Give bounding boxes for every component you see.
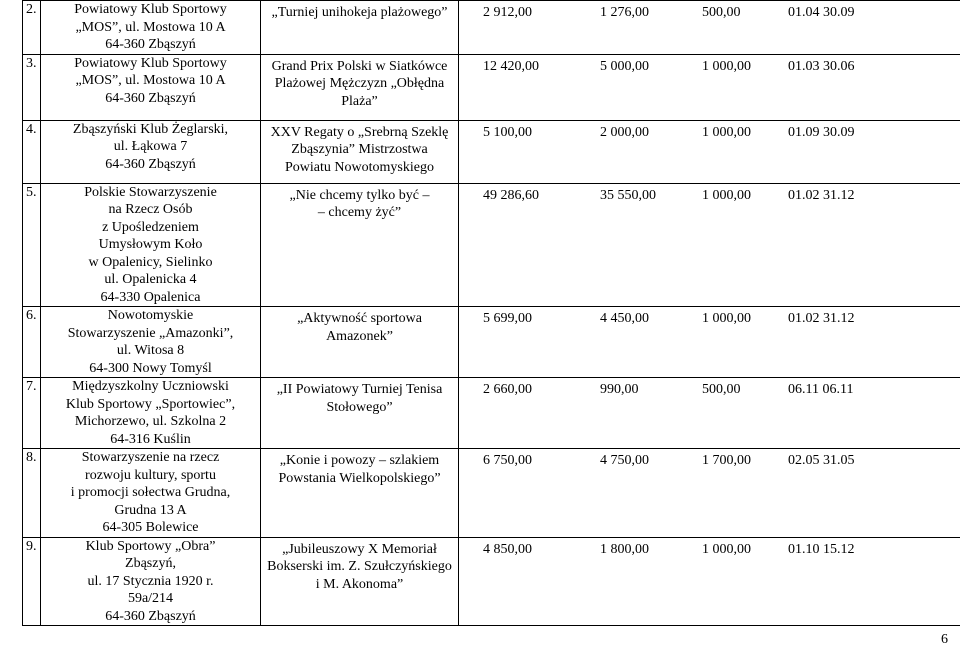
organization-line: rozwoju kultury, sportu [85, 467, 216, 483]
table-row [23, 1, 960, 55]
task-line: „Jubileuszowy X Memoriał [282, 541, 437, 557]
task-line: Powstania Wielkopolskiego” [278, 470, 441, 486]
task-cell [261, 537, 459, 626]
row-number: 8. [23, 449, 41, 538]
requested-amount: 1 800,00 [600, 541, 649, 557]
requested-amount: 4 750,00 [600, 453, 649, 468]
granted-amount: 1 000,00 [702, 541, 751, 557]
row-number: 7. [23, 378, 41, 449]
row-number: 4. [23, 120, 41, 183]
organization-line: Międzyszkolny Uczniowski [72, 379, 229, 394]
page-number: 6 [941, 632, 948, 647]
organization-cell [41, 54, 261, 120]
organization-line: „MOS”, ul. Mostowa 10 A [75, 73, 226, 88]
requested-amount: 2 000,00 [600, 124, 649, 140]
task-line: Bokserski im. Z. Szułczyńskiego [267, 559, 452, 574]
task-line: Stołowego” [326, 399, 393, 415]
amounts-cell [459, 378, 960, 449]
task-line: XXV Regaty o „Srebrną Szeklę [270, 124, 449, 140]
total-cost: 6 750,00 [483, 453, 532, 468]
task-cell [261, 183, 459, 307]
row-number: 6. [23, 307, 41, 378]
organization-line: Klub Sportowy „Obra” [85, 538, 216, 554]
requested-amount: 4 450,00 [600, 311, 649, 326]
task-cell [261, 120, 459, 183]
organization-line: Klub Sportowy „Sportowiec”, [65, 396, 236, 412]
requested-amount: 5 000,00 [600, 58, 649, 74]
row-number: 9. [23, 537, 41, 626]
organization-line: Powiatowy Klub Sportowy [74, 55, 227, 71]
organization-line: 64-305 Bolewice [102, 520, 199, 535]
organization-cell [41, 449, 261, 538]
task-line: „Aktywność sportowa [297, 311, 422, 326]
period: 01.02 31.12 [788, 187, 855, 203]
amounts-cell [459, 1, 960, 55]
organization-line: 64-360 Zbąszyń [105, 90, 196, 106]
table-row [23, 378, 960, 449]
amounts-cell [459, 537, 960, 626]
total-cost: 2 912,00 [483, 5, 532, 20]
amounts-cell [459, 54, 960, 120]
organization-line: 64-360 Zbąszyń [105, 608, 196, 624]
granted-amount: 1 000,00 [702, 124, 751, 140]
amounts-cell [459, 307, 960, 378]
table-row [23, 307, 960, 378]
organization-cell [41, 1, 261, 55]
period: 02.05 31.05 [788, 453, 855, 468]
task-cell [261, 378, 459, 449]
organization-line: Zbąszyń, [125, 556, 176, 571]
organization-line: ul. Opalenicka 4 [104, 272, 197, 287]
period: 01.10 15.12 [788, 541, 855, 557]
granted-amount: 1 000,00 [702, 187, 751, 203]
row-number: 3. [23, 54, 41, 120]
table-row [23, 54, 960, 120]
organization-line: z Upośledzeniem [102, 219, 199, 235]
organization-line: Powiatowy Klub Sportowy [74, 2, 227, 17]
organization-line: na Rzecz Osób [108, 202, 193, 217]
period: 01.03 30.06 [788, 58, 855, 74]
period: 06.11 06.11 [788, 382, 854, 397]
task-line: Powiatu Nowotomyskiego [285, 159, 434, 175]
table-row [23, 183, 960, 307]
task-line: Plażowej Mężczyzn „Obłędna [274, 76, 445, 91]
organization-line: „MOS”, ul. Mostowa 10 A [75, 19, 226, 35]
organization-line: Stowarzyszenie „Amazonki”, [67, 325, 234, 341]
total-cost: 2 660,00 [483, 382, 532, 397]
granted-amount: 500,00 [702, 5, 741, 20]
task-line: Amazonek” [326, 328, 393, 344]
grants-table-body [23, 1, 960, 626]
organization-cell [41, 307, 261, 378]
task-line: i M. Akonoma” [315, 576, 404, 592]
task-line: Grand Prix Polski w Siatkówce [271, 58, 448, 74]
total-cost: 49 286,60 [483, 187, 539, 203]
task-line: „Nie chcemy tylko być – [289, 187, 430, 203]
organization-line: ul. 17 Stycznia 1920 r. [87, 573, 214, 589]
granted-amount: 1 000,00 [702, 311, 751, 326]
table-row [23, 120, 960, 183]
total-cost: 12 420,00 [483, 58, 539, 74]
organization-line: Grudna 13 A [114, 502, 187, 518]
organization-cell [41, 183, 261, 307]
table-row [23, 537, 960, 626]
task-cell [261, 54, 459, 120]
requested-amount: 1 276,00 [600, 5, 649, 20]
table-row [23, 449, 960, 538]
organization-line: Umysłowym Koło [98, 237, 203, 252]
organization-line: 64-316 Kuślin [110, 431, 191, 447]
amounts-cell [459, 449, 960, 538]
task-cell [261, 307, 459, 378]
organization-line: Stowarzyszenie na rzecz [81, 450, 220, 465]
organization-line: 59a/214 [127, 591, 174, 606]
organization-line: Michorzewo, ul. Szkolna 2 [74, 414, 227, 429]
task-line: „II Powiatowy Turniej Tenisa [276, 382, 443, 397]
requested-amount: 35 550,00 [600, 187, 656, 203]
amounts-cell [459, 120, 960, 183]
grants-table [22, 0, 960, 626]
task-line: Plaża” [341, 93, 378, 109]
amounts-cell [459, 183, 960, 307]
organization-line: 64-300 Nowy Tomyśl [89, 360, 212, 376]
row-number: 2. [23, 1, 41, 55]
organization-line: ul. Łąkowa 7 [113, 139, 188, 154]
organization-line: Nowotomyskie [107, 308, 194, 323]
period: 01.04 30.09 [788, 5, 855, 20]
organization-line: 64-330 Opalenica [100, 289, 201, 305]
task-cell [261, 1, 459, 55]
row-number: 5. [23, 183, 41, 307]
organization-line: Zbąszyński Klub Żeglarski, [72, 121, 229, 137]
period: 01.09 30.09 [788, 124, 855, 140]
task-line: Zbąszynia” Mistrzostwa [291, 142, 428, 157]
organization-cell [41, 537, 261, 626]
organization-line: i promocji sołectwa Grudna, [70, 485, 231, 500]
granted-amount: 1 000,00 [702, 58, 751, 74]
granted-amount: 1 700,00 [702, 453, 751, 468]
organization-line: w Opalenicy, Sielinko [88, 254, 213, 270]
organization-cell [41, 378, 261, 449]
total-cost: 5 699,00 [483, 311, 532, 326]
granted-amount: 500,00 [702, 382, 741, 397]
period: 01.02 31.12 [788, 311, 855, 326]
total-cost: 4 850,00 [483, 541, 532, 557]
task-line: „Konie i powozy – szlakiem [279, 453, 440, 468]
task-line: „Turniej unihokeja plażowego” [271, 5, 448, 20]
task-line: – chcemy żyć” [317, 205, 402, 220]
organization-line: Polskie Stowarzyszenie [84, 184, 217, 200]
organization-line: 64-360 Zbąszyń [105, 156, 196, 172]
organization-cell [41, 120, 261, 183]
requested-amount: 990,00 [600, 382, 639, 397]
organization-line: 64-360 Zbąszyń [105, 37, 196, 52]
task-cell [261, 449, 459, 538]
total-cost: 5 100,00 [483, 124, 532, 140]
organization-line: ul. Witosa 8 [116, 343, 185, 358]
